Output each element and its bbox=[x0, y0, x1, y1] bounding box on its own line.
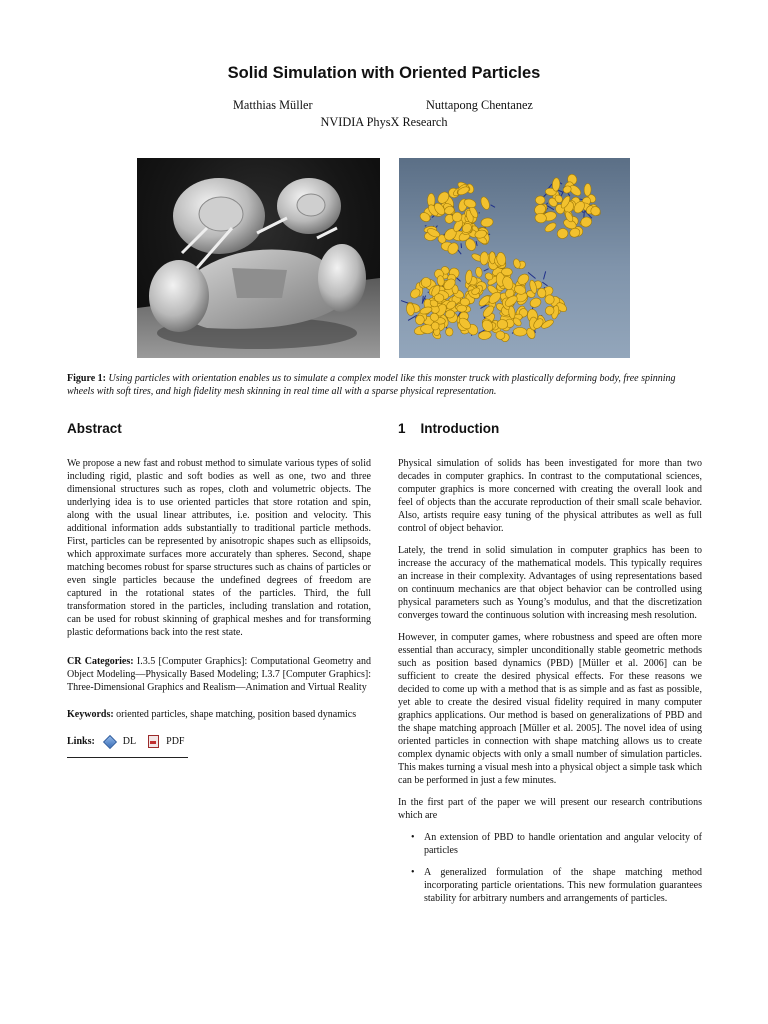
pdf-link[interactable]: PDF bbox=[166, 736, 185, 747]
section-number: 1 bbox=[398, 421, 406, 436]
particle bbox=[584, 183, 591, 196]
left-column bbox=[67, 420, 371, 758]
footnote-rule bbox=[67, 757, 188, 758]
particle bbox=[480, 217, 493, 228]
links-row bbox=[67, 735, 371, 748]
keywords-text: oriented particles, shape matching, position based dynamics bbox=[116, 709, 357, 720]
particle bbox=[475, 267, 483, 278]
figure-label: Figure 1: bbox=[67, 373, 106, 384]
cr-categories bbox=[67, 655, 371, 694]
particle bbox=[552, 178, 560, 192]
particle bbox=[556, 227, 569, 239]
section-title: Introduction bbox=[420, 421, 500, 436]
particle bbox=[529, 296, 543, 308]
list-item: • A generalized formulation of the shape matching method incorporating particle orientations. This new formulation guarantees stability for arbitrary numbers and arrangements of particles. bbox=[411, 867, 702, 904]
abstract-text: We propose a new fast and robust method to simulate various types of solid including rigid, plastic and soft bodies as well as one, two and three dimensional structures such as ropes, cloth and volumetric objects. The underlying idea is to use oriented particles that store rotation and spin, along with the usual linear attributes, i.e. position and velocity. This additional information adds substantially to traditional particle methods. First, particles can be represented by anisotropic shapes such as ellipsoids, which approximate surfaces more accurately than spheres. Second, shape matching becomes robust for sparse structures such as chains of particles or even single particles because the undefined degrees of freedom are captured in the rotational states of the particles. Third, the full transformation stored in the particles, including translation and rotation, can be used for robust skinning of graphical meshes and for transforming plastic deformations back into the rest state. bbox=[67, 458, 371, 638]
figure-truck-render bbox=[137, 158, 380, 358]
dl-icon[interactable] bbox=[103, 734, 117, 748]
bullet-text: An extension of PBD to handle orientation and angular velocity of particles bbox=[424, 832, 702, 856]
keywords bbox=[67, 708, 371, 721]
links-label: Links: bbox=[67, 736, 95, 747]
author-1: Matthias Müller bbox=[233, 98, 313, 112]
particle bbox=[513, 327, 527, 336]
intro-paragraph-4: In the first part of the paper we will present our research contributions which are bbox=[398, 797, 702, 821]
particle bbox=[535, 196, 545, 205]
figure-caption bbox=[67, 372, 703, 398]
particle bbox=[445, 327, 453, 336]
cr-categories-label: CR Categories: bbox=[67, 656, 134, 667]
figure-particles-render bbox=[399, 158, 630, 358]
intro-paragraph-1: Physical simulation of solids has been investigated for more than two decades in computer graphics. In contrast to the computational sciences, computer graphics is more concerned with creating the overall look and feel of objects than the accurate reproduction of their small scale behavior. Also, artists require easy tuning of the physical attributes as well as full control of object behavior. bbox=[398, 458, 702, 534]
keywords-label: Keywords: bbox=[67, 709, 114, 720]
paper-title: Solid Simulation with Oriented Particles bbox=[227, 64, 541, 82]
intro-paragraph-2: Lately, the trend in solid simulation in computer graphics has been to increase the accuracy of the mathematical models. This typically requires an increase in their complexity. Advantages of using representations based on continuum mechanics are that object behavior can be controlled using physical parameters such as Young’s modulus, and that the discretization converges toward the continuous solution with increasing mesh resolution. bbox=[398, 545, 702, 621]
affiliation: NVIDIA PhysX Research bbox=[320, 115, 448, 129]
contributions-list bbox=[398, 831, 702, 905]
particle bbox=[543, 221, 557, 234]
particle bbox=[501, 268, 512, 276]
cr-categories-text: I.3.5 [Computer Graphics]: Computational Geometry and Object Modeling—Physically Based Modeling; I.3.7 [Computer Graphics]: Three-Dimensional Graphics and Realism—Animation and Virtual Reality bbox=[67, 656, 371, 693]
bullet-text: A generalized formulation of the shape matching method incorporating particle orientations. This new formulation guarantees stability for arbitrary numbers and arrangements of particles. bbox=[424, 867, 702, 904]
right-column bbox=[398, 420, 702, 914]
intro-paragraph-3: However, in computer games, where robustness and speed are often more essential than accuracy, simpler unconditionally stable geometric methods such as position based dynamics (PBD) [Müller et al. 2006] can be sufficient to create the desired physical effects. For these reasons we decided to come up with a method that is as simple and as fast as possible, yet able to create the desired visual fidelity required in many computer graphics applications. Our method is based on generalizations of PBD and the shape matching approach [Müller et al. 2005]. The novel idea of using oriented particles in connection with shape matching allows us to create complex dynamic objects with only a small number of simulation particles. This makes turning a visual mesh into a physical object a simple task which can be performed in just a few minutes. bbox=[398, 632, 702, 786]
figure-caption-text: Using particles with orientation enables us to simulate a complex model like this monster truck with plastically deforming body, free spinning wheels with soft tires, and high fidelity mesh skinning in real time all with a sparse physical representation. bbox=[67, 373, 676, 397]
particle bbox=[479, 196, 491, 211]
dl-link[interactable]: DL bbox=[122, 736, 137, 747]
introduction-heading bbox=[398, 420, 702, 438]
particle bbox=[457, 305, 467, 312]
pdf-icon[interactable] bbox=[148, 735, 159, 748]
list-item: • An extension of PBD to handle orientation and angular velocity of particles bbox=[411, 832, 702, 856]
abstract-heading: Abstract bbox=[67, 421, 122, 436]
author-2: Nuttapong Chentanez bbox=[426, 98, 533, 112]
particle bbox=[478, 330, 492, 340]
